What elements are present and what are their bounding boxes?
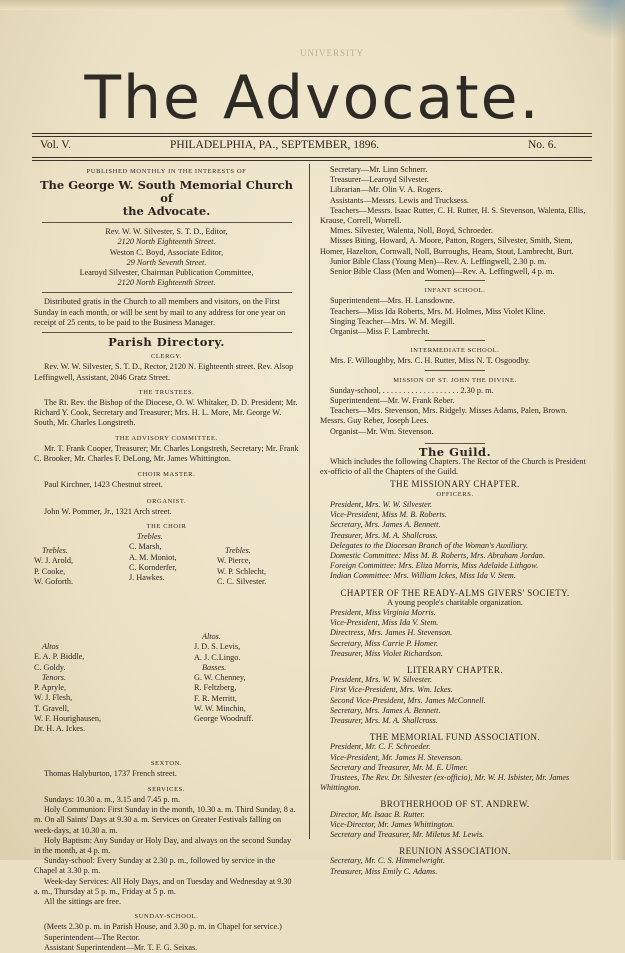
guild-intro: Which includes the following Chapters. The Rector of the Church is President ex-officio of all the Chapters of the Guild.: [320, 457, 586, 477]
missionary-item: Domestic Committee: Miss M. B. Roberts, Mrs. Abraham Jordan.: [330, 550, 545, 560]
sunday-school-item: Superintendent—The Rector.: [44, 932, 140, 942]
advisory-text: Mr. T. Frank Cooper, Treasurer; Mr. Charles Longstreth, Secretary; Mr. Frank C. Brooker, Mr. Charles F. DeLong, Mr. James Whittington.: [34, 443, 299, 464]
services-item: Week-day Services: All Holy Days, and on Tuesday and Wednesday at 9.30 a. m., Thursday at 5 p. m., Friday at 5 p. m.: [34, 876, 292, 896]
readyalms-item: President, Miss Virginia Morris.: [330, 607, 436, 617]
missionary-heading: THE MISSIONARY CHAPTER.: [390, 479, 520, 490]
parish-directory-heading: Parish Directory.: [108, 335, 225, 350]
brotherhood-item: Vice-Director, Mr. James Whittington.: [330, 819, 455, 829]
library-stamp: UNIVERSITY: [300, 48, 364, 58]
reunion-heading: REUNION ASSOCIATION.: [399, 846, 511, 857]
missionary-item: Vice-President, Miss M. B. Roberts.: [330, 510, 447, 520]
mission-heading: MISSION OF ST. JOHN THE DIVINE.: [393, 376, 517, 384]
clergy-text: Rev. W. W. Silvester, S. T. D., Rector, 2120 N. Eighteenth street. Rev. Alsop Leffingwell, Assistant, 2046 Gratz Street.: [34, 362, 294, 382]
readyalms-item: Treasurer, Miss Violet Richardson.: [330, 648, 443, 658]
associate-editor: Weston C. Boyd, Associate Editor,: [109, 247, 224, 257]
volume: Vol. V.: [40, 139, 72, 151]
memorial-item: Trustees, The Rev. Dr. Silvester (ex-officio), Mr. W. H. Isbister, Mr. James Whittington.: [320, 772, 570, 793]
missionary-officers: OFFICERS.: [436, 490, 474, 498]
services-item: Sunday-school: Every Sunday at 2.30 p. m., followed by service in the Chapel at 3.30 p. m.: [34, 856, 276, 876]
bible-class: Junior Bible Class (Young Men)—Rev. A. Leffingwell, 2.30 p. m.: [330, 256, 547, 266]
brotherhood-heading: BROTHERHOOD OF ST. ANDREW.: [380, 799, 530, 810]
column-divider: [309, 164, 310, 839]
missionary-item: President, Mrs. W. W. Silvester.: [330, 499, 433, 509]
missionary-item: Treasurer, Mrs. M. A. Shallcross.: [330, 530, 438, 540]
mission-organist: Organist—Mr. Wm. Stevenson.: [330, 426, 434, 436]
literary-item: Second Vice-President, Mrs. James McConnell.: [330, 695, 486, 705]
readyalms-item: Secretary, Miss Carrie P. Homer.: [330, 638, 439, 648]
services-item: Sundays: 10.30 a. m., 3.15 and 7.45 p. m.: [44, 794, 180, 804]
readyalms-item: Vice-President, Miss Ida V. Stem.: [330, 618, 439, 628]
choir-heading: THE CHOIR: [146, 523, 187, 531]
infant-item: Superintendent—Mrs. H. Lansdowne.: [330, 296, 455, 306]
readyalms-item: Directress, Mrs. James H. Stevenson.: [330, 628, 453, 638]
water-stain: [560, 0, 625, 40]
sexton-heading: SEXTON.: [150, 760, 183, 768]
masthead-title: The Advocate.: [84, 63, 541, 133]
memorial-item: Secretary and Treasurer, Mr. M. E. Ulmer.: [330, 762, 468, 772]
missionary-item: Secretary, Mrs. James A. Bennett.: [330, 520, 441, 530]
editor: Rev. W. W. Silvester, S. T. D., Editor,: [105, 227, 228, 237]
intermediate-text: Mrs. F. Willoughby, Mrs. C. H. Rutter, Miss N. T. Osgoodby.: [330, 356, 531, 366]
readyalms-sub: A young people's charitable organization.: [387, 597, 523, 607]
right-column: [320, 165, 590, 877]
literary-item: Treasurer, Mrs. M. A. Shallcross.: [330, 715, 438, 725]
services-item: Holy Baptism: Any Sunday or Holy Day, and always on the second Sunday in the month, at 4 p. m.: [34, 835, 292, 855]
memorial-item: Vice-President, Mr. James H. Stevenson.: [330, 752, 463, 762]
services-heading: SERVICES.: [147, 785, 186, 793]
infant-item: Singing Teacher—Mrs. W. M. Megill.: [330, 316, 455, 326]
place-date: PHILADELPHIA, PA., SEPTEMBER, 1896.: [170, 139, 380, 151]
ss-officer: Assistants—Messrs. Lewis and Trucksess.: [330, 195, 469, 205]
missionary-item: Foreign Committee: Mrs. Eliza Morris, Miss Adelaide Lithgow.: [330, 561, 539, 571]
trustees-text: The Rt. Rev. the Bishop of the Diocese, O. W. Whitaker, D. D. President; Mr. Richard Y. Cook, Secretary and Treasurer; Mrs. H. L. More, Mr. George W. South, Mr. Charles Longstreth.: [34, 398, 298, 428]
reunion-item: Secretary, Mr. C. S. Himmelwright.: [330, 856, 445, 866]
sunday-school-item: (Meets 2.30 p. m. in Parish House, and 3.30 p. m. in Chapel for service.): [44, 922, 282, 932]
organist-text: John W. Pommer, Jr., 1321 Arch street.: [44, 506, 172, 516]
memorial-item: President, Mr. C. F. Schroeder.: [330, 742, 431, 752]
missionary-item: Indian Committee: Mrs. William Ickes, Miss Ida V. Stem.: [330, 571, 516, 581]
trustees-heading: THE TRUSTEES.: [138, 388, 195, 396]
mission-teachers: Teachers—Mrs. Stevenson, Mrs. Ridgely. Misses Adams, Palen, Brown. Messrs. Guy Reber, Joseph Lees.: [320, 406, 568, 426]
sunday-school-item: Assistant Superintendent—Mr. T. F. G. Seixas.: [44, 942, 198, 952]
publication-chairman-address: 2120 North Eighteenth Street.: [117, 278, 216, 288]
publication-chairman: Learoyd Silvester, Chairman Publication Committee,: [79, 268, 254, 278]
church-name-line-2: the Advocate.: [122, 204, 211, 219]
advisory-heading: THE ADVISORY COMMITTEE.: [115, 434, 218, 442]
ss-mmes: Mmes. Silvester, Walenta, Noll, Boyd, Schroeder.: [330, 226, 493, 236]
literary-item: Secretary, Mrs. James A. Bennett.: [330, 705, 441, 715]
choirmaster-text: Paul Kirchner, 1423 Chestnut street.: [44, 480, 163, 490]
choirmaster-heading: CHOIR MASTER.: [137, 471, 196, 479]
intermediate-heading: INTERMEDIATE SCHOOL.: [410, 347, 500, 355]
choir-list: Trebles. W. J. Arold, P. Cooke, W. Goforth. Trebles. C. Marsh, A. M. Moniot, C. Kornderfer, J. Hawkes. Trebles. W. Pierce, W. P. Schlecht, C. C. Silvester.: [34, 532, 267, 586]
sunday-school-heading: SUNDAY-SCHOOL.: [134, 913, 199, 921]
brotherhood-item: Director, Mr. Isaac B. Rutter.: [330, 809, 425, 819]
brotherhood-item: Secretary and Treasurer, Mr. Miletus M. Lewis.: [330, 829, 485, 839]
infant-item: Organist—Miss F. Lambrecht.: [330, 327, 430, 337]
bible-class: Senior Bible Class (Men and Women)—Rev. A. Leffingwell, 4 p. m.: [330, 267, 555, 277]
ss-officer: Librarian—Mr. Olin V. A. Rogers.: [330, 185, 443, 195]
sexton-text: Thomas Halyburton, 1737 French street.: [44, 769, 177, 779]
guild-heading: The Guild.: [418, 444, 492, 459]
reunion-item: Treasurer, Miss Emily C. Adams.: [330, 866, 438, 876]
published-line: PUBLISHED MONTHLY IN THE INTERESTS OF: [86, 168, 247, 175]
services-item: All the sittings are free.: [44, 896, 122, 906]
ss-officer: Secretary—Mr. Linn Schnerr.: [330, 165, 428, 174]
ss-teachers: Teachers—Messrs. Isaac Rutter, C. H. Rutter, H. S. Stevenson, Walenta, Ellis, Krause, Correll, Worrell.: [320, 205, 586, 226]
organist-heading: ORGANIST.: [146, 497, 187, 505]
issue-line: [40, 139, 590, 157]
distribution-note: Distributed gratis in the Church to all members and visitors, on the First Sunday in each month, or will be sent by mail to any address for one year on receipt of 25 cents, to be paid to the Business Manager.: [34, 297, 286, 327]
literary-item: President, Mrs. W. W. Silvester.: [330, 675, 433, 685]
associate-editor-address: 29 North Seventh Street.: [126, 257, 207, 267]
memorial-heading: THE MEMORIAL FUND ASSOCIATION.: [369, 732, 541, 743]
literary-item: First Vice-President, Mrs. Wm. Ickes.: [330, 685, 453, 695]
infant-school-heading: INFANT SCHOOL.: [424, 287, 486, 295]
readyalms-heading: CHAPTER OF THE READY-ALMS GIVERS' SOCIETY.: [340, 587, 570, 598]
left-column: PUBLISHED MONTHLY IN THE INTERESTS OF The George W. South Memorial Church of the Advocate. Rev. W. W. Silvester, S. T. D., Editor, 2120 North Eighteenth Street. Weston C. Boyd, Associate Editor, 29 North Seventh Street. Learoyd Silvester, Chairman Publication Committee, 2120 North Eighteenth Street. Distributed gratis in the Church to all members and visitors, on the First Sunday in each month, or will be sent by mail to any address for one year on receipt of 25 cents, to be paid to the Business Manager. Parish Directory. CLERGY. Rev. W. W. Silvester, S. T. D., Rector, 2120 N. Eighteenth street. Rev. Alsop Leffingwell, Assistant, 2046 Gratz Street. THE TRUSTEES. The Rt. Rev. the Bishop of the Diocese, O. W. Whitaker, D. D. President; Mr. Richard Y. Cook, Secretary and Treasurer; Mrs. H. L. More, Mr. George W. South, Mr. Charles Longstreth. THE ADVISORY COMMITTEE. Mr. T. Frank Cooper, Treasurer; Mr. Charles Longstreth, Secretary; Mr. Frank C. Brooker, Mr. Charles F. DeLong, Mr. James Whittington. CHOIR MASTER. Paul Kirchner, 1423 Chestnut street. ORGANIST. John W. Pommer, Jr., 1321 Arch street. THE CHOIR Trebles. W. J. Arold, P. Cooke, W. Goforth. Trebles. C. Marsh, A. M. Moniot, C. Kornderfer, J. Hawkes. Trebles. W. Pierce, W. P. Schlecht, C. C. Silvester. Altos E. A. P. Biddle, C. Goldy. Tenors. P. Apryle, W. J. Flesh, T. Gravell, W. F. Hourighausen, Dr. H. A. Ickes. Altos. J. D. S. Levis, A. J. C.Lingo. Basses. G. W. Chenney, R. Feltzberg, F. R. Merritt, W. W. Minchin, George Woodruff. SEXTON. Thomas Halyburton, 1737 French street. SERVICES. Sundays: 10.30 a. m., 3.15 and 7.45 p. m. Holy Communion: First Sunday in the month, 10.30 a. m. Third Sunday, 8 a. m. On all Saints' Days at 9.30 a. m. Services on Greater Festivals falling on week-days, at 10.30 a. m. Holy Baptism: Any Sunday or Holy Day, and always on the second Sunday in the month, at 4 p. m. Sunday-school: Every Sunday at 2.30 p. m., followed by service in the Chapel at 3.30 p. m. Week-day Services: All Holy Days, and on Tuesday and Wednesday at 9.30 a. m., Thursday at 5 p. m., Friday at 5 p. m. All the sittings are free. SUNDAY-SCHOOL. (Meets 2.30 p. m. in Parish House, and 3.30 p. m. in Chapel for service.) Superintendent—The Rector. Assistant Superintendent—Mr. T. F. G. Seixas.: [34, 168, 299, 952]
mission-ss: Sunday-school, . . . . . . . . . . . . . . . . . . . 2.30 p. m.: [330, 385, 494, 395]
ss-officer: Treasurer—Learoyd Silvester.: [330, 175, 429, 185]
clergy-heading: CLERGY.: [151, 353, 182, 361]
church-name-line-1: The George W. South Memorial Church of: [39, 178, 294, 206]
literary-heading: LITERARY CHAPTER.: [407, 664, 503, 675]
services-item: Holy Communion: First Sunday in the month, 10.30 a. m. Third Sunday, 8 a. m. On all Saints' Days at 9.30 a. m. Services on Greater Festivals falling on week-days, at 10.30 a. m.: [34, 805, 296, 835]
mission-supt: Superintendent—Mr. W. Frank Reber.: [330, 396, 455, 406]
editor-address: 2120 North Eighteenth Street.: [117, 237, 216, 247]
issue-number: No. 6.: [528, 139, 557, 151]
ss-misses: Misses Biting, Howard, A. Moore, Patton, Rogers, Silvester, Smith, Stem, Homer, Hazelton, Cornwall, Noll, Burroughs, Hearn, Stout, Lambrecht, Burt.: [320, 236, 574, 256]
missionary-item: Delegates to the Diocesan Branch of the Woman's Auxiliary.: [330, 540, 528, 550]
infant-item: Teachers—Miss Ida Roberts, Mrs. M. Holmes, Miss Violet Kline.: [330, 306, 546, 316]
